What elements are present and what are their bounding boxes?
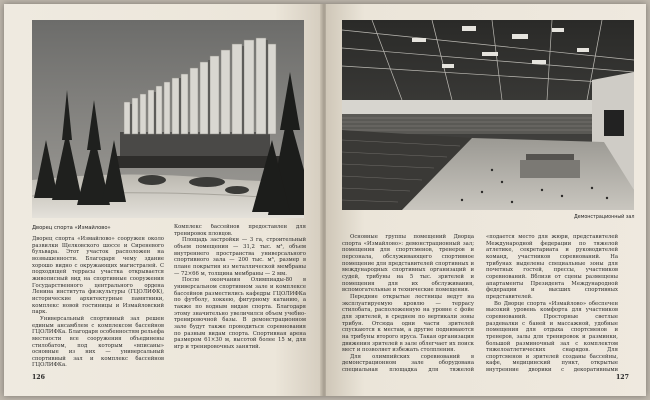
paragraph: «подается место для жюри, представителей Международной федерации по тяжелой атлетике, секретариата и руководителей команд, участников соревнований. На трибунах выделены специальные зоны для почетных гостей, прессы, участников соревнований. Вблизи от сцены размещены апартаменты Президента Международной федерации и высших спортивных представителей. bbox=[486, 234, 618, 300]
paragraph: Передние открытые лестницы ведут на эксплуатируемую кровлю — террасу стилобата, расположенную на уровне с фойе для зрителей, в среднем по вертикали зоны трибун. Отсюда одни части зрителей спускаются к местам, а другие поднимаются на трибуны второго яруса. Такая организация движения зрителей в зале облегчает их поиск мест и позволяет избежать столпления. bbox=[342, 293, 474, 354]
book-spread bbox=[4, 4, 646, 396]
text-column-2 bbox=[486, 234, 618, 374]
text-column-1 bbox=[32, 236, 164, 369]
paragraph: Площадь застройки — 3 га, строительный объем помещения — 31,2 тыс. м³, объем внутреннего пространства универсального спортивного зала — 200 тыс. м³, размер в плане покрытия из металлической мембраны — 72×66 м, толщина мембраны — 2 мм. bbox=[174, 237, 306, 277]
page-number: 126 bbox=[32, 374, 45, 381]
paragraph: Основные группы помещений Дворца спорта «Измайлово»: демонстрационный зал; помещения для спортсменов, тренеров и персонала, обслуживающего спортивное помещение для представителей спортивных и международных спортивных организаций и судей, трибуны на 5 тыс. зрителей и помещения для их обслуживания, вспомогательные и технические помещения. bbox=[342, 234, 474, 294]
paragraph: Универсальный спортивный зал решен единым ансамблем с комплексом бассейнов ГЦОЛИФКа. Благодаря особенностям рельефа местности все сооружения объединены стилобатом, под которым «вписаны» основные из них — универсальный спортивный зал и комплекс бассейнов ГЦОЛИФКа. bbox=[32, 315, 164, 369]
paragraph: Для олимпийских соревнований в демонстрационном зале оборудована специальная площадка для тяжелой bbox=[342, 353, 474, 374]
text-column-2 bbox=[174, 224, 306, 374]
arena-interior-photo bbox=[342, 20, 634, 210]
text-column-1 bbox=[342, 234, 474, 374]
exterior-photo bbox=[32, 20, 304, 218]
right-page bbox=[326, 4, 646, 396]
paragraph: Комплекс бассейнов предоставлен для тренировок пловцов. bbox=[174, 224, 306, 237]
page-number: 127 bbox=[616, 374, 629, 381]
paragraph: Дворец спорта «Измайлово» сооружен около развилки Щелковского шоссе и Сиреневого бульвара. Этот участок расположен на возвышенности. Благодаря чему здание хорошо видно с окружающих магистралей. С подходящей террасы участка открывается живописный вид на спортивные сооружения Государственного центрального ордена Ленина института физкультуры (ГЦОЛИФК), исторические архитектурные памятники, комплекс новой гостиницы и Измайловский парк. bbox=[32, 236, 164, 316]
photo-caption: Демонстрационный зал bbox=[574, 215, 635, 220]
left-page bbox=[4, 4, 322, 396]
paragraph: Во Дворце спорта «Измайлово» обеспечен высокий уровень комфорта для участников соревнований. Просторные светлые раздевалки с баней и массажной, удобные помещения для отдыха спортсменов и тренеров, залы для тренировок и разминки, большой разминочный зал с комплектом тяжелоатлетических снарядов. Для спортсменов и зрителей созданы бассейны, кафе, медицинский пункт, открытые внутренние дворики с декоративными bbox=[486, 300, 618, 374]
paragraph: После окончания Олимпиады-80 в универсальном спортивном зале и комплексе бассейнов разместились кафедры ГЦОЛИФКа по футболу, хоккею, фигурному катанию, а также по водным видам спорта. Благодаря этому значительно увеличился объем учебно-тренировочной базы. В демонстрационном зале будут также проводиться соревнования по разным видам спорта. Спортивная арена размером 61×30 м, высотой более 15 м, для игр и тренировочных занятий. bbox=[174, 277, 306, 350]
photo-caption: Дворец спорта «Измайлово» bbox=[32, 225, 111, 231]
